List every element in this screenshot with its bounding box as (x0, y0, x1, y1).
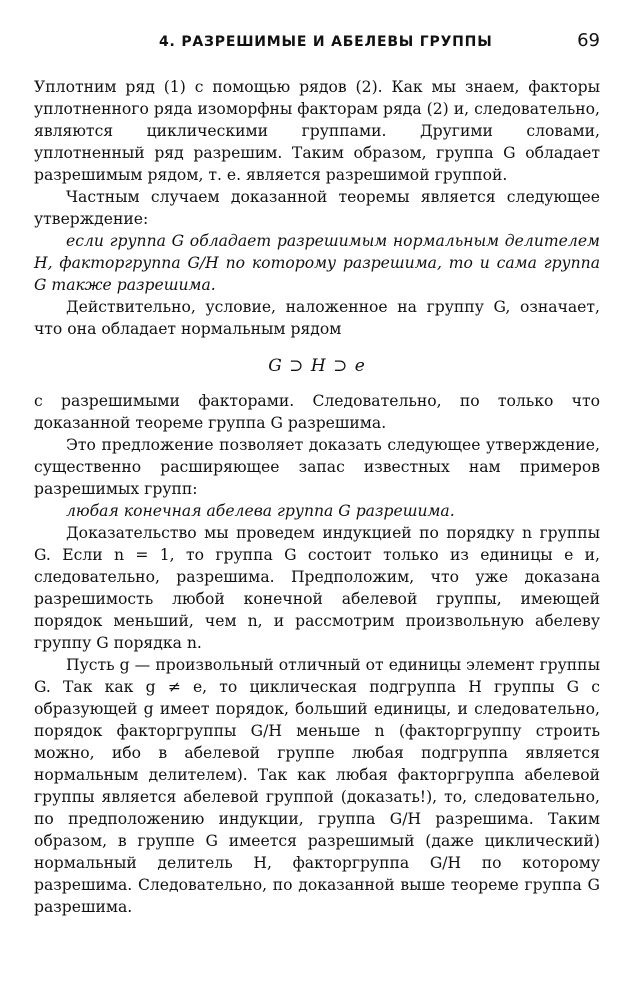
page-number: 69 (577, 30, 600, 51)
paragraph-6: Доказательство мы проведем индукцией по порядку n группы G. Если n = 1, то группа G состоит только из единицы e и, следовательно, разрешима. Предположим, что уже доказана разрешимость любой конечной абелевой группы, имеющей порядок меньший, чем n, и рассмотрим произвольную абелеву группу G порядка n. (34, 524, 600, 652)
page-header (34, 28, 600, 58)
normal-series-formula: G ⊃ H ⊃ e (268, 356, 366, 376)
theorem-statement-2: любая конечная абелева группа G разрешима. (66, 502, 455, 520)
theorem-statement-1: если группа G обладает разрешимым нормальным делителем H, факторгруппа G/H по которому разрешима, то и сама группа G также разрешима. (34, 232, 600, 294)
paragraph-2: Частным случаем доказанной теоремы является следующее утверждение: (34, 188, 600, 228)
page-body (34, 76, 600, 918)
book-page (34, 28, 600, 918)
paragraph-7: Пусть g — произвольный отличный от единицы элемент группы G. Так как g ≠ e, то циклическая подгруппа H группы G с образующей g имеет порядок, больший единицы, и следовательно, порядок факторгруппы G/H меньше n (факторгруппу строить можно, ибо в абелевой группе любая подгруппа является нормальным делителем). Так как любая факторгруппа абелевой группы является абелевой группой (доказать!), то, следовательно, по предположению индукции, группа G/H разрешима. Таким образом, в группе G имеется разрешимый (даже циклический) нормальный делитель H, факторгруппа G/H по которому разрешима. Следовательно, по доказанной выше теореме группа G разрешима. (34, 656, 600, 916)
running-head: 4. РАЗРЕШИМЫЕ И АБЕЛЕВЫ ГРУППЫ (159, 34, 493, 50)
paragraph-3: Действительно, условие, наложенное на группу G, означает, что она обладает нормальным рядом (34, 298, 600, 338)
paragraph-4: с разрешимыми факторами. Следовательно, по только что доказанной теореме группа G разрешима. (34, 392, 600, 432)
paragraph-5: Это предложение позволяет доказать следующее утверждение, существенно расширяющее запас известных нам примеров разрешимых групп: (34, 436, 600, 498)
paragraph-1: Уплотним ряд (1) с помощью рядов (2). Как мы знаем, факторы уплотненного ряда изоморфны факторам ряда (2) и, следовательно, являются циклическими группами. Другими словами, уплотненный ряд разрешим. Таким образом, группа G обладает разрешимым рядом, т. е. является разрешимой группой. (34, 78, 600, 184)
